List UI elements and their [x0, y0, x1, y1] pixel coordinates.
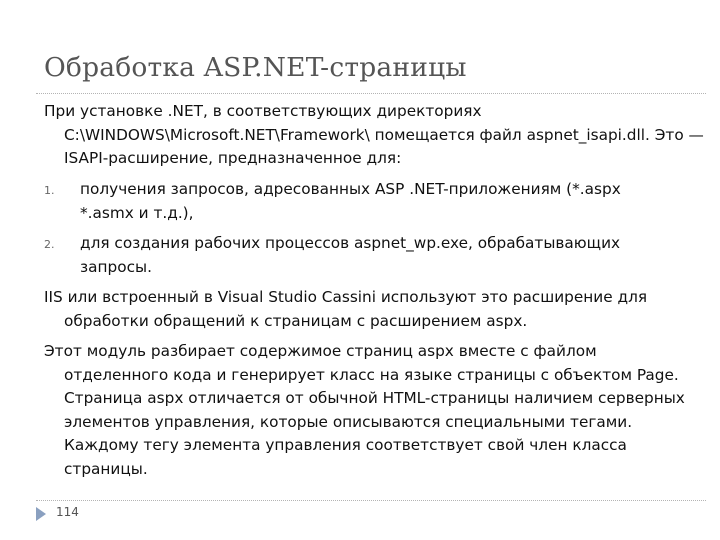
list-item-2	[80, 232, 684, 279]
list-number-2: 2.	[44, 238, 55, 251]
title-divider	[36, 93, 706, 94]
paragraph-iis-cassini: IIS или встроенный в Visual Studio Cassini используют это расширение для обработки обращений к страницам с расширением aspx.	[44, 288, 648, 330]
list-item-2-line2: запросы.	[80, 257, 152, 276]
list-number-1: 1.	[44, 184, 55, 197]
page-number: 114	[56, 505, 79, 519]
paragraph-isapi-intro: При установке .NET, в соответствующих директориях C:\WINDOWS\Microsoft.NET\Framework\ помещается файл aspnet_isapi.dll. Это — ISAPI-расширение, предназначенное для:	[44, 102, 704, 167]
paragraph-module: Этот модуль разбирает содержимое страниц aspx вместе с файлом отделенного кода и генерирует класс на языке страницы с объектом Page. Страница aspx отличается от обычной HTML-страницы наличием серверных элементов управления, которые описываются специальными тегами. Каждому тегу элемента управления соответствует свой член класса страницы.	[44, 342, 685, 478]
list-item-1	[80, 178, 684, 225]
list-item-1-line2: *.asmx и т.д.),	[80, 203, 194, 222]
slide-title: Обработка ASP.NET-страницы	[44, 52, 467, 83]
list-item-2-line1: для создания рабочих процессов aspnet_wp.exe, обрабатывающих	[80, 234, 621, 252]
footer-divider	[36, 500, 706, 501]
list-item-1-line1: получения запросов, адресованных ASP .NET-приложениям (*.aspx	[80, 180, 621, 198]
footer-arrow-icon	[36, 507, 46, 521]
